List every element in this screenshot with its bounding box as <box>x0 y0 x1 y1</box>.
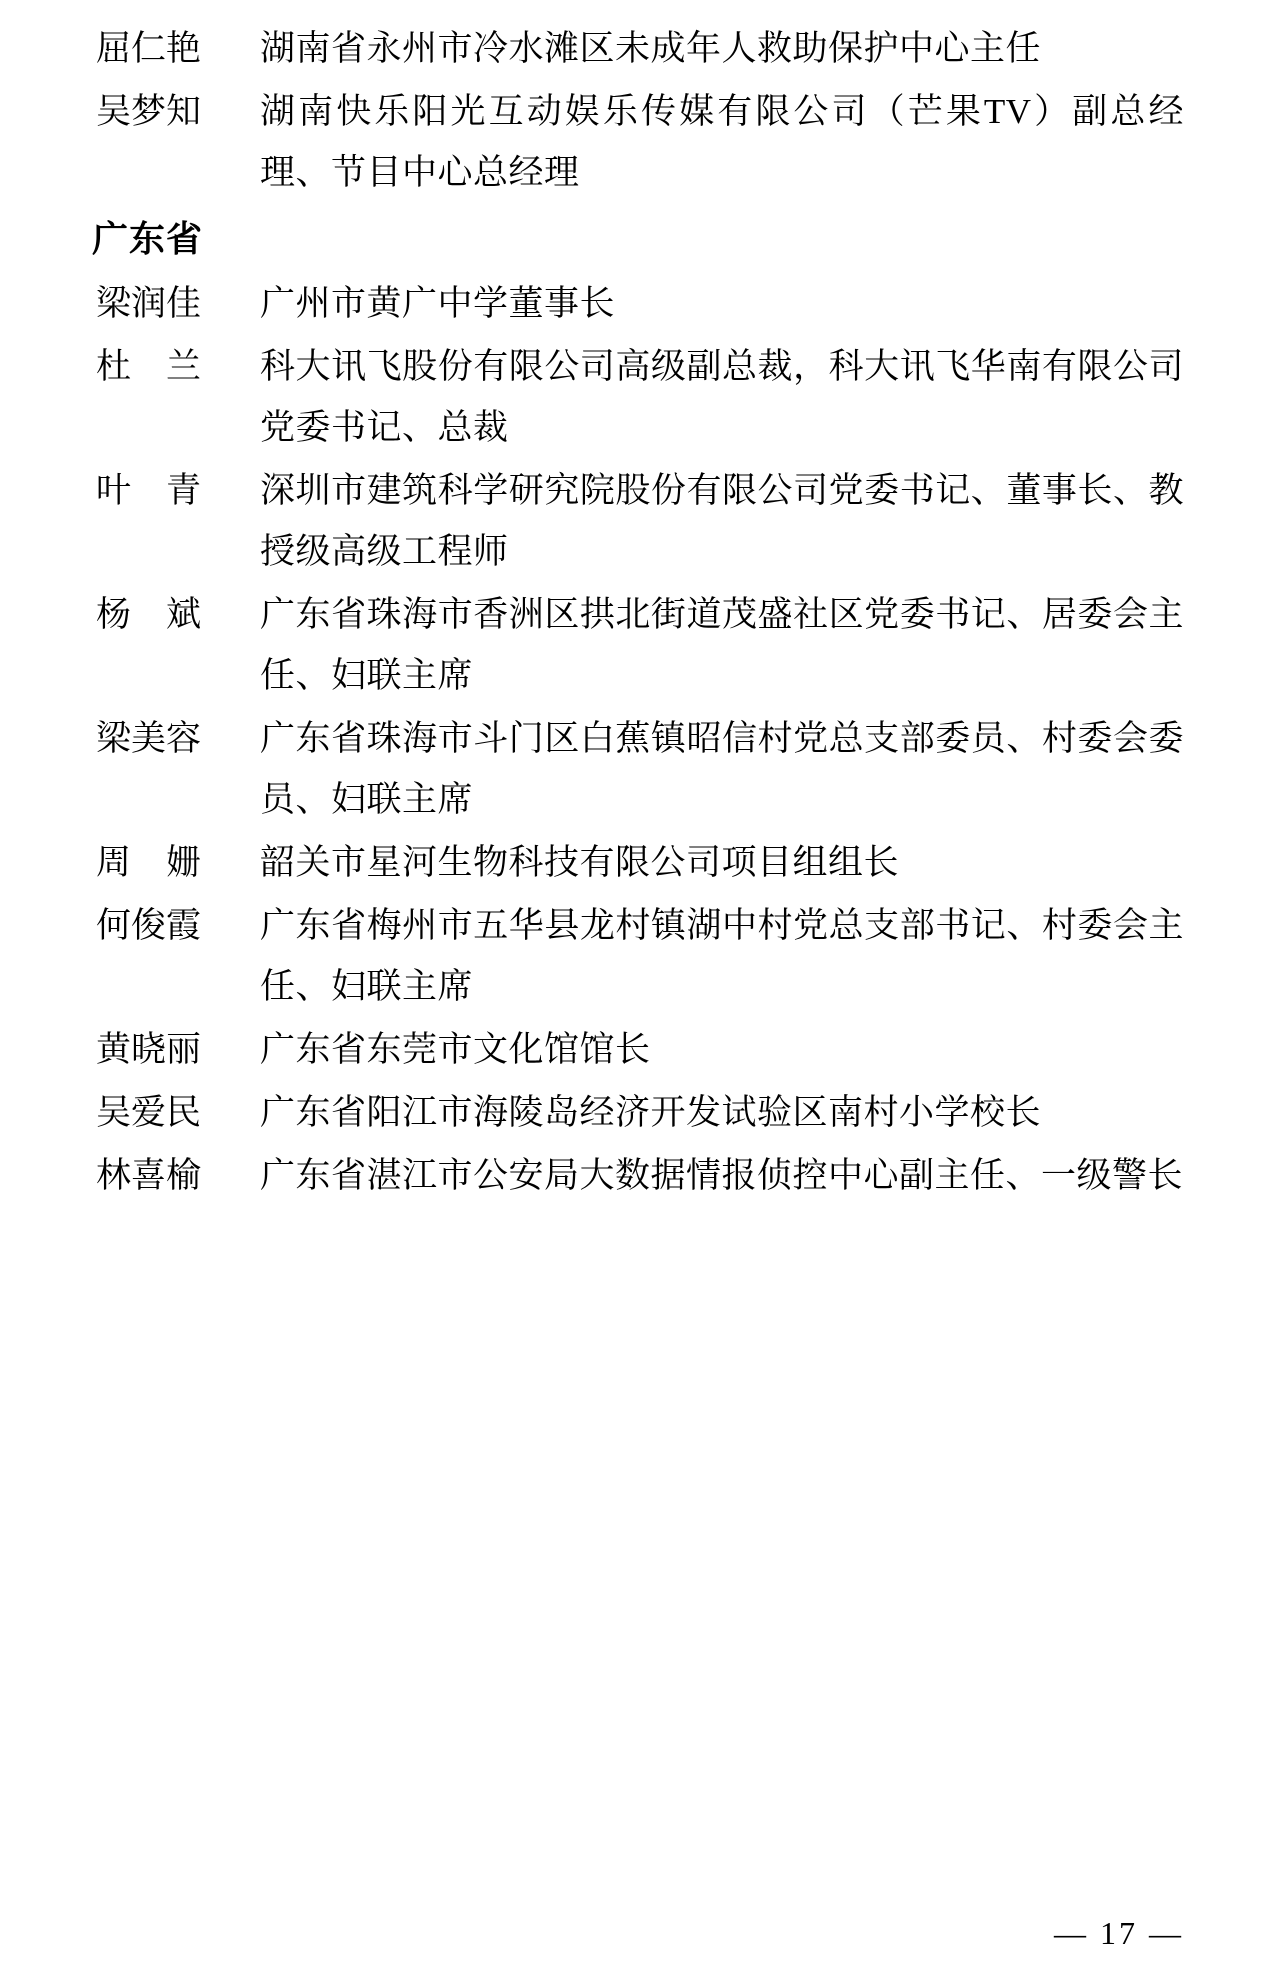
list-item <box>92 1019 1188 1080</box>
entry-name: 梁美容 <box>96 719 202 758</box>
entry-description: 广东省珠海市斗门区白蕉镇昭信村党总支部委员、村委会委员、妇联主席 <box>260 719 1184 819</box>
page-number: — 17 — <box>1054 1915 1184 1951</box>
entry-description: 广东省东莞市文化馆馆长 <box>260 1030 651 1069</box>
list-item <box>92 584 1188 706</box>
entry-description: 韶关市星河生物科技有限公司项目组组长 <box>260 843 900 882</box>
entry-description: 广东省阳江市海陵岛经济开发试验区南村小学校长 <box>260 1093 1042 1132</box>
list-item <box>92 81 1188 203</box>
entry-description: 广东省梅州市五华县龙村镇湖中村党总支部书记、村委会主任、妇联主席 <box>260 906 1184 1006</box>
entry-description: 湖南快乐阳光互动娱乐传媒有限公司（芒果TV）副总经理、节目中心总经理 <box>260 92 1184 192</box>
entry-description: 科大讯飞股份有限公司高级副总裁，科大讯飞华南有限公司党委书记、总裁 <box>260 347 1184 447</box>
entry-name: 屈仁艳 <box>96 29 202 68</box>
entry-name: 吴梦知 <box>96 92 202 131</box>
list-item <box>92 336 1188 458</box>
list-item <box>92 895 1188 1017</box>
list-item <box>92 1145 1188 1206</box>
entry-name: 叶 青 <box>96 471 202 510</box>
list-item <box>92 832 1188 893</box>
list-item <box>92 708 1188 830</box>
entry-name: 林喜榆 <box>96 1156 202 1195</box>
entry-name: 梁润佳 <box>96 284 202 323</box>
entry-description: 广东省湛江市公安局大数据情报侦控中心副主任、一级警长 <box>260 1156 1184 1195</box>
list-item <box>92 273 1188 334</box>
entry-name: 吴爱民 <box>96 1093 202 1132</box>
list-item <box>92 1082 1188 1143</box>
entry-description: 广东省珠海市香洲区拱北街道茂盛社区党委书记、居委会主任、妇联主席 <box>260 595 1184 695</box>
entry-name: 杨 斌 <box>96 595 202 634</box>
section-heading: 广东省 <box>92 219 204 260</box>
entry-description: 广州市黄广中学董事长 <box>260 284 616 323</box>
entry-name: 何俊霞 <box>96 906 202 945</box>
entry-description: 深圳市建筑科学研究院股份有限公司党委书记、董事长、教授级高级工程师 <box>260 471 1184 571</box>
entry-name: 黄晓丽 <box>96 1030 202 1069</box>
entry-description: 湖南省永州市冷水滩区未成年人救助保护中心主任 <box>260 29 1042 68</box>
entry-name: 周 姗 <box>96 843 202 882</box>
entry-name: 杜 兰 <box>96 347 202 386</box>
list-item <box>92 460 1188 582</box>
list-item <box>92 18 1188 79</box>
